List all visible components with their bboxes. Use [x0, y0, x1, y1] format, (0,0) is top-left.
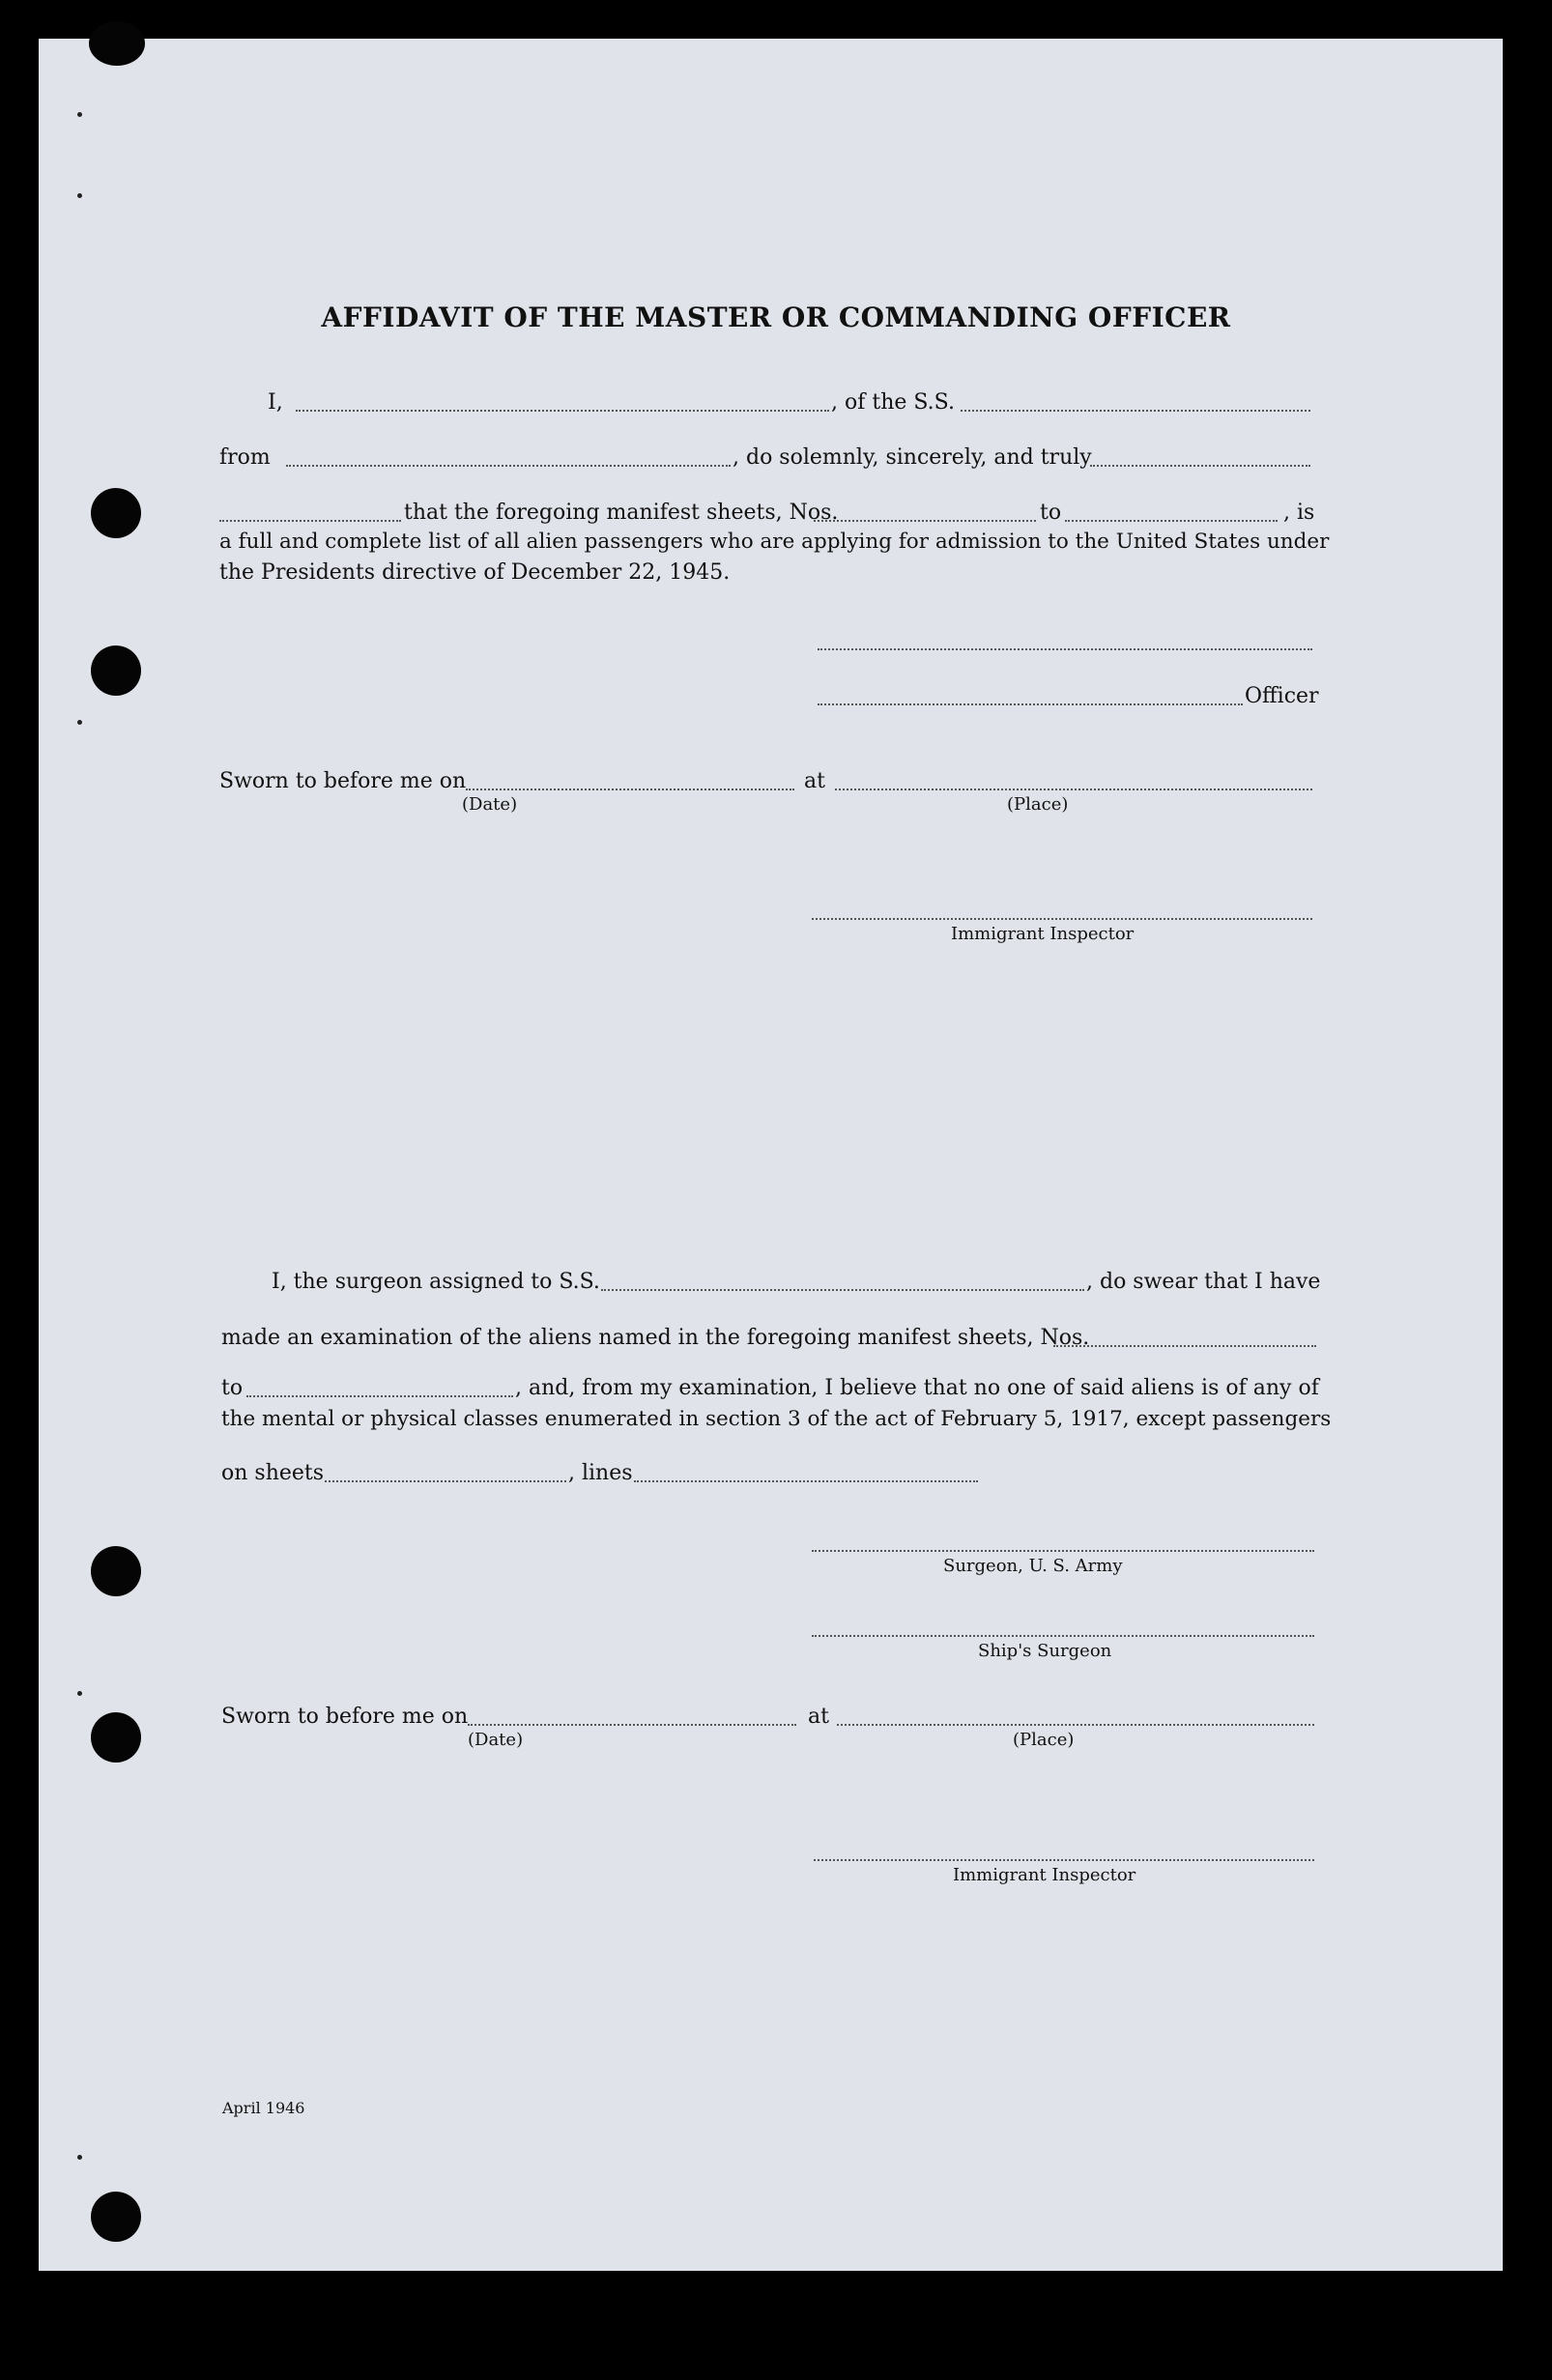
date-caption: (Date)	[462, 794, 518, 815]
officer-label: Officer	[1245, 684, 1319, 708]
surgeon-sheet-to-field[interactable]	[246, 1395, 513, 1397]
punch-hole	[91, 645, 141, 696]
label-is: , is	[1283, 501, 1315, 525]
label-on-sheets: on sheets	[221, 1461, 325, 1485]
exception-lines-field[interactable]	[634, 1480, 978, 1482]
page-title: AFFIDAVIT OF THE MASTER OR COMMANDING OFFICER	[321, 301, 1231, 333]
surgeon-sworn-date-field[interactable]	[468, 1724, 796, 1726]
margin-dot	[77, 2155, 82, 2160]
margin-dot	[77, 193, 82, 198]
examination-belief: , and, from my examination, I believe that no one of said aliens is of any of	[515, 1376, 1319, 1400]
from-field[interactable]	[286, 465, 731, 467]
surgeon-sheet-from-field[interactable]	[1053, 1345, 1316, 1347]
ships-surgeon-caption: Ship's Surgeon	[978, 1641, 1112, 1661]
margin-dot	[77, 1691, 82, 1696]
punch-hole	[91, 2192, 141, 2242]
inspector-caption: Immigrant Inspector	[951, 924, 1135, 944]
label-solemnly: , do solemnly, sincerely, and truly	[733, 445, 1092, 470]
sworn-date-field[interactable]	[466, 789, 794, 790]
punch-hole	[89, 21, 145, 66]
exception-sheets-field[interactable]	[325, 1480, 566, 1482]
surgeon-inspector-caption: Immigrant Inspector	[953, 1865, 1136, 1885]
surgeon-sworn-place-field[interactable]	[837, 1724, 1314, 1726]
sworn-place-field[interactable]	[835, 789, 1312, 790]
punch-hole	[91, 1546, 141, 1596]
army-surgeon-caption: Surgeon, U. S. Army	[943, 1556, 1123, 1576]
master-signature-line[interactable]	[818, 648, 1312, 650]
sworn-label: Sworn to before me on	[219, 769, 467, 793]
examination-statement: made an examination of the aliens named in the foregoing manifest sheets, Nos.	[221, 1326, 1090, 1350]
surgeon-at-label: at	[808, 1705, 829, 1729]
ship-name-field[interactable]	[961, 410, 1310, 412]
surgeon-statement: I, the surgeon assigned to S.S.	[272, 1270, 600, 1294]
manifest-text: that the foregoing manifest sheets, Nos.	[404, 501, 839, 525]
punch-hole	[91, 488, 141, 538]
place-caption: (Place)	[1007, 794, 1069, 815]
sheet-from-field[interactable]	[814, 520, 1036, 522]
label-to: to	[1040, 501, 1062, 525]
surgeon-place-caption: (Place)	[1013, 1730, 1075, 1750]
at-label: at	[804, 769, 825, 793]
directive-statement: the Presidents directive of December 22, 1945.	[219, 560, 731, 585]
list-statement: a full and complete list of all alien passengers who are applying for admission to the United States under	[219, 530, 1330, 554]
form-date: April 1946	[222, 2099, 305, 2117]
officer-signature-line[interactable]	[818, 703, 1243, 705]
label-lines: , lines	[568, 1461, 633, 1485]
ships-surgeon-signature-line[interactable]	[812, 1635, 1314, 1637]
truly-field[interactable]	[1090, 465, 1310, 467]
punch-hole	[91, 1712, 141, 1763]
label-from: from	[219, 445, 271, 470]
surgeon-sworn-label: Sworn to before me on	[221, 1705, 469, 1729]
swear-blank-field[interactable]	[219, 520, 401, 522]
label-of-ss: , of the S.S.	[831, 390, 955, 415]
master-name-field[interactable]	[296, 410, 829, 412]
sheet-to-field[interactable]	[1065, 520, 1278, 522]
surgeon-ship-field[interactable]	[601, 1289, 1084, 1291]
margin-dot	[77, 112, 82, 117]
label-to-surgeon: to	[221, 1376, 244, 1400]
margin-dot	[77, 720, 82, 725]
surgeon-swear: , do swear that I have	[1086, 1270, 1321, 1294]
surgeon-inspector-signature-line[interactable]	[814, 1859, 1314, 1861]
surgeon-date-caption: (Date)	[468, 1730, 524, 1750]
classes-statement: the mental or physical classes enumerated in section 3 of the act of February 5, 1917, except passengers	[221, 1407, 1332, 1431]
inspector-signature-line[interactable]	[812, 918, 1312, 920]
label-i: I,	[268, 390, 283, 415]
document-page	[39, 39, 1503, 2271]
army-surgeon-signature-line[interactable]	[812, 1550, 1314, 1552]
